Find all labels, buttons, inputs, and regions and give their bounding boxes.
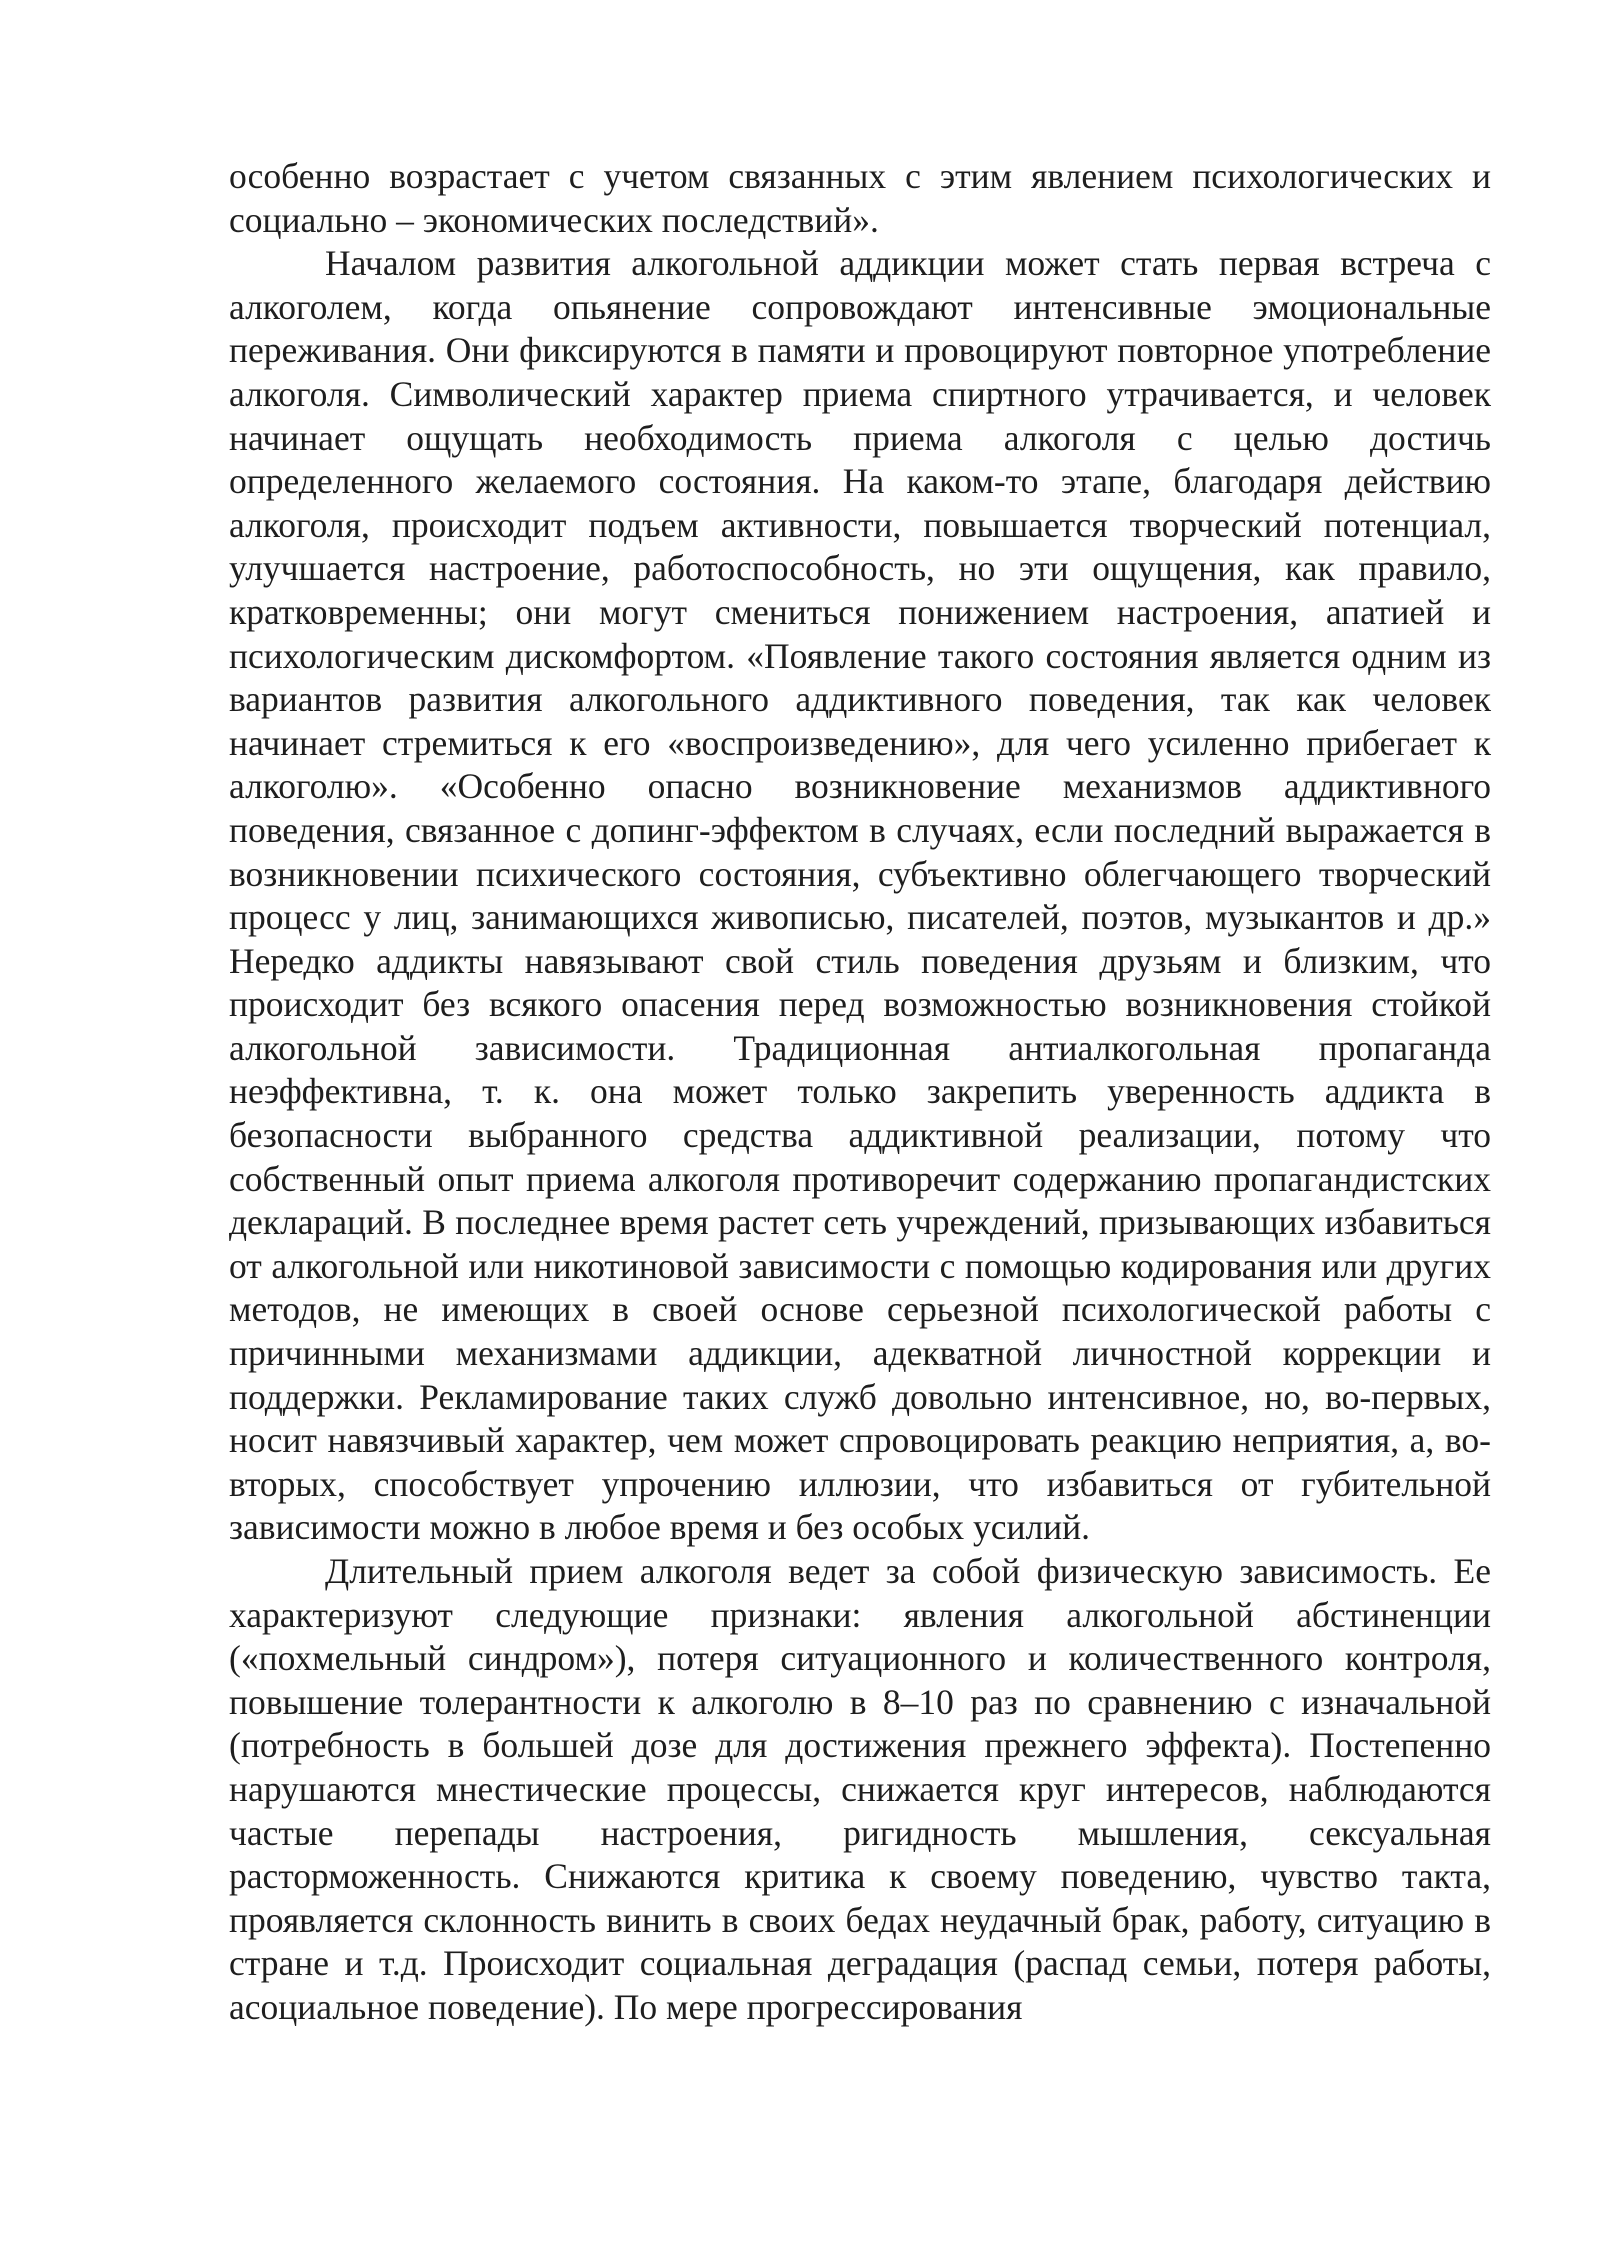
paragraph-physical-dependence: Длительный прием алкоголя ведет за собой физическую зависимость. Ее характеризуют следующие признаки: явления алкогольной абстиненции («похмельный синдром»), потеря ситуационного и количественного контроля, повышение толерантности к алкоголю в 8–10 раз по сравнению с изначальной (потребность в большей дозе для достижения прежнего эффекта). Постепенно нарушаются мнестические процессы, снижается круг интересов, наблюдаются частые перепады настроения, ригидность мышления, сексуальная расторможенность. Снижаются критика к своему поведению, чувство такта, проявляется склонность винить в своих бедах неудачный брак, работу, ситуацию в стране и т.д. Происходит социальная деградация (распад семьи, потеря работы, асоциальное поведение). По мере прогрессирования	[229, 1551, 1491, 2027]
document-body	[229, 155, 1491, 2030]
paragraph-alcohol-addiction-onset: Началом развития алкогольной аддикции может стать первая встреча с алкоголем, когда опьянение сопровождают интенсивные эмоциональные переживания. Они фиксируются в памяти и провоцируют повторное употребление алкоголя. Символический характер приема спиртного утрачивается, и человек начинает ощущать необходимость приема алкоголя с целью достичь определенного желаемого состояния. На каком-то этапе, благодаря действию алкоголя, происходит подъем активности, повышается творческий потенциал, улучшается настроение, работоспособность, но эти ощущения, как правило, кратковременны; они могут смениться понижением настроения, апатией и психологическим дискомфортом. «Появление такого состояния является одним из вариантов развития алкогольного аддиктивного поведения, так как человек начинает стремиться к его «воспроизведению», для чего усиленно прибегает к алкоголю». «Особенно опасно возникновение механизмов аддиктивного поведения, связанное с допинг-эффектом в случаях, если последний выражается в возникновении психического состояния, субъективно облегчающего творческий процесс у лиц, занимающихся живописью, писателей, поэтов, музыкантов и др.» Нередко аддикты навязывают свой стиль поведения друзьям и близким, что происходит без всякого опасения перед возможностью возникновения стойкой алкогольной зависимости. Традиционная антиалкогольная пропаганда неэффективна, т. к. она может только закрепить уверенность аддикта в безопасности выбранного средства аддиктивной реализации, потому что собственный опыт приема алкоголя противоречит содержанию пропагандистских деклараций. В последнее время растет сеть учреждений, призывающих избавиться от алкогольной или никотиновой зависимости с помощью кодирования или других методов, не имеющих в своей основе серьезной психологической работы с причинными механизмами аддикции, адекватной личностной коррекции и поддержки. Рекламирование таких служб довольно интенсивное, но, во-первых, носит навязчивый характер, чем может спровоцировать реакцию неприятия, а, во-вторых, способствует упрочению иллюзии, что избавиться от губительной зависимости можно в любое время и без особых усилий.	[229, 243, 1491, 1548]
paragraph-continuation: особенно возрастает с учетом связанных с этим явлением психологических и социально – экономических последствий».	[229, 156, 1491, 240]
